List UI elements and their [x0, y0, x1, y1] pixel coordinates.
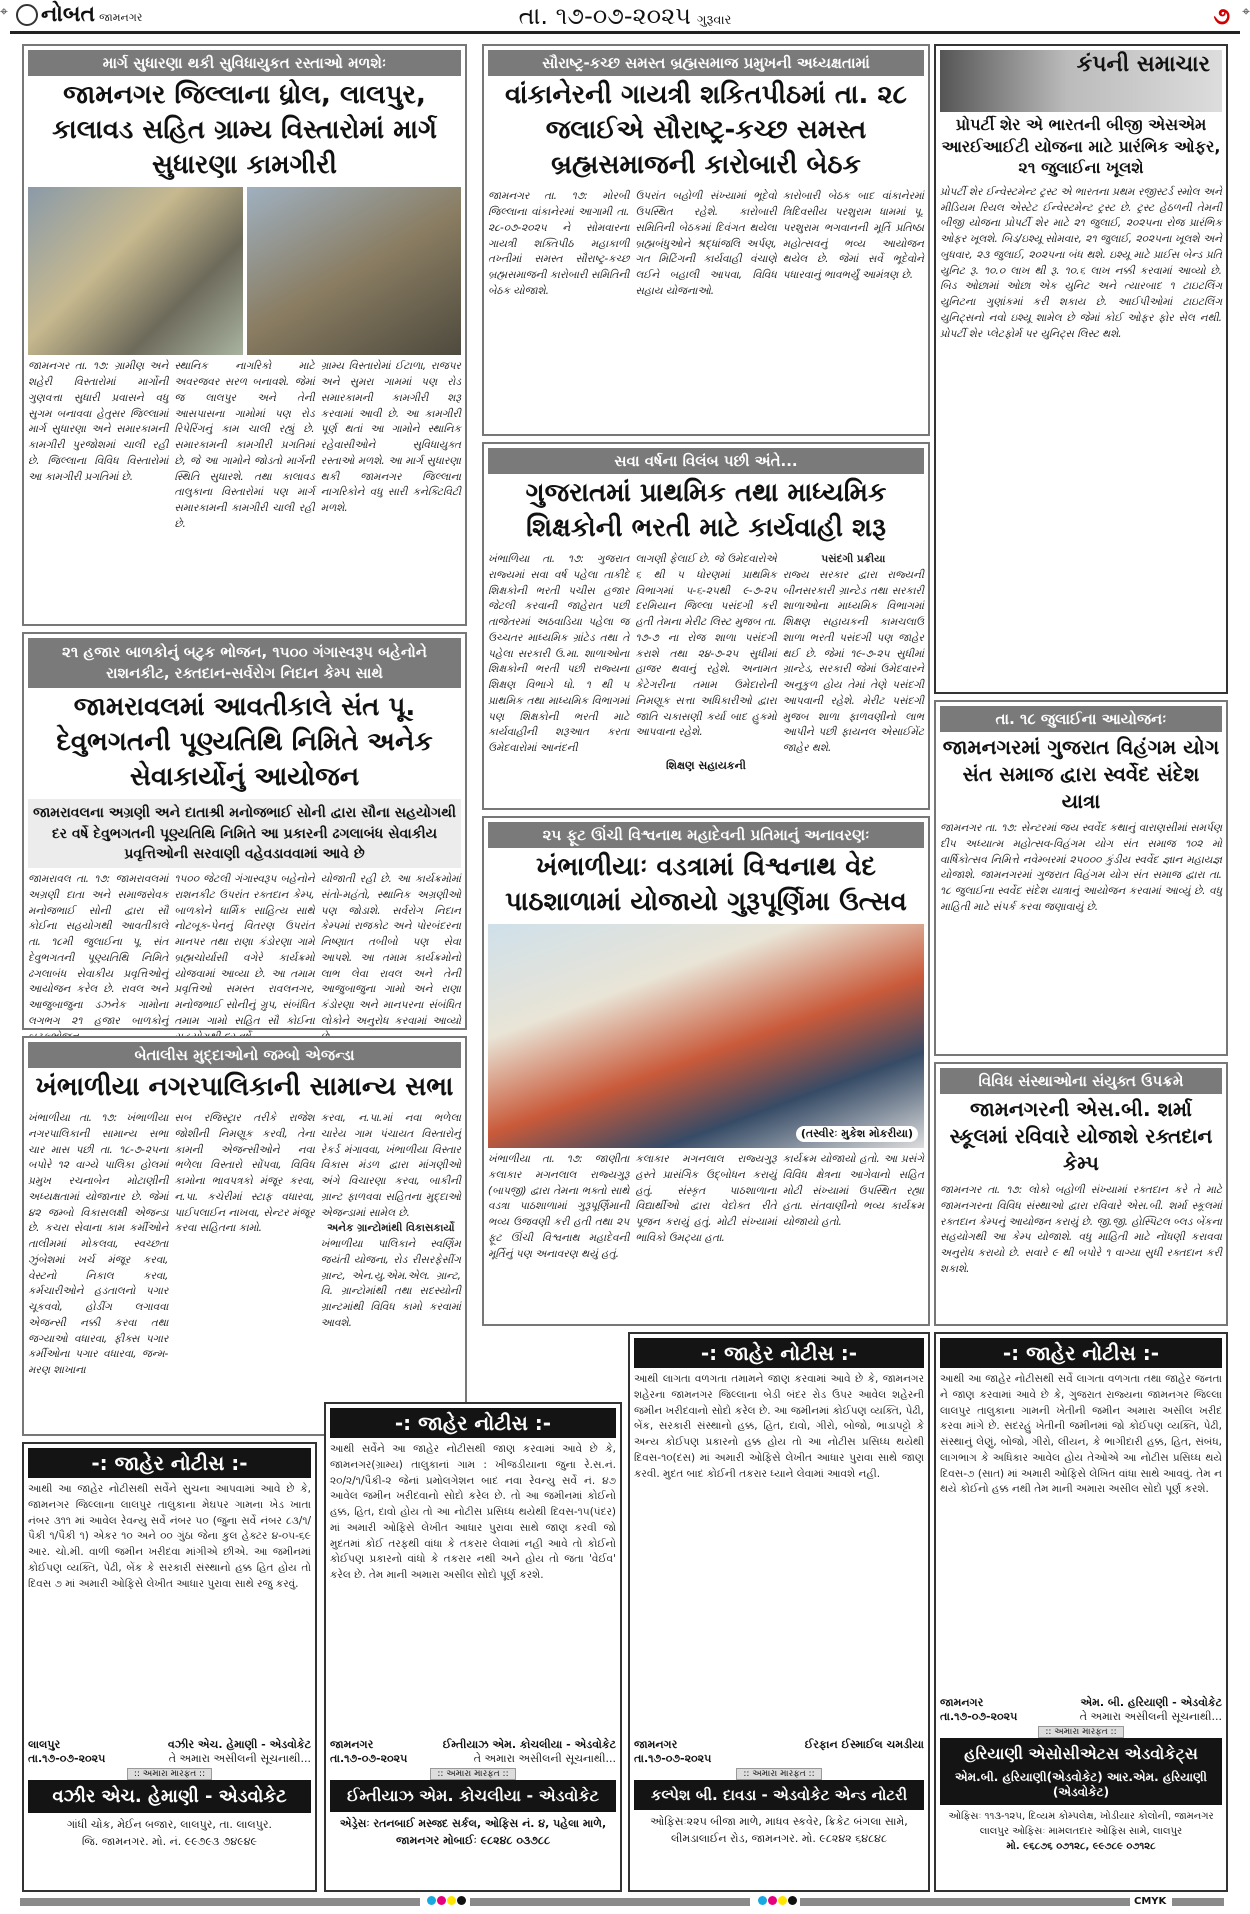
body-column: ખંભાળીયા તા. ૧૭: જાણીતા કલાકાર મગનલાલ રાજ્યગુરૂ (બાપજી) દ્વારા તેમના ભક્તો સાથે વડત્રા પાઠશાળામાં ગુરૂપૂર્ણિમાની ભવ્ય ઉજવણી કરી હતી તથા ૨૫ ફૂટ ઊંચી વિશ્વનાથ મહાદેવની મૂર્તિનું પણ અનાવરણ થયું હતું.	[488, 1153, 630, 1260]
body-column: ખંભાળીયા પાલિકાને સ્વર્ણિમ જયંતી યોજના, રોડ રીસરફેસીંગ ગ્રાન્ટ, એન.યુ.એમ.એલ. ગ્રાન્ટ, વિ. ગ્રાન્ટોમાંથી તથા સદસ્યોની ગ્રાન્ટમાંથી વિવિધ કામો કરવામાં આવશે.	[320, 1238, 461, 1329]
article-body: જામનગર તા. ૧૭: લોકો બહોળી સંખ્યામાં રક્તદાન કરે તે માટે જામનગરના વિવિધ સંસ્થાઓ દ્વારા રવિવારે એસ.બી. શર્મા સ્કૂલમાં રક્તદાન કેમ્પનું આયોજન કરાયું છે. જી.જી. હોસ્પિટલ બ્લડ બેંકના સહયોગથી આ કેમ્પ યોજાશે. વધુ માહિતી માટે નોંધણી કરાવવા અનુરોધ કરાયો છે. સવારે ૯ થી બપોરે ૧ વાગ્યા સુધી રક્તદાન કરી શકાશે.	[940, 1184, 1222, 1275]
color-registration-dots	[427, 1896, 466, 1905]
dateline	[10, 2, 1240, 30]
public-notice	[324, 1402, 622, 1892]
address-line: ગાંધી ચોક, મેઈન બજાર, લાલપુર, તા. લાલપુર.	[66, 1818, 273, 1831]
print-color-strip	[470, 1898, 750, 1906]
address-line: મો. ૯૬૮૭૬ ૦૭૧૨૮, ૯૯૭૮૯ ૦૭૧૨૮	[1006, 1841, 1156, 1852]
body-column: રાજ્ય સરકાર દ્વારા રાજ્યની બીનસરકારી ગ્રાન્ટેડ તથા સરકારી શાળાઓના માધ્યમિક વિભાગમાં શિક્ષણ સહાયકની કામચલાઉ શાળા ભરતી પસંદગી પણ જાહેર થઈ છે. જેમાં ૧૯-૭-૨૫ સુધીમાં ગ્રાન્ટેડ, સરકારી જેમાં ઉમેદવારને અનુકુળ હોય તેમાં તેણે પસંદગી આપવાની રહેશે. મેરીટ પસંદગી મુજબ શાળા ફાળવણીનો લાભ આપીને પછી ફાયનલ એસાઈમેંટ જાહેર થશે.	[782, 568, 924, 755]
kicker: માર્ગ સુધારણા થકી સુવિધાયુકત રસ્તાઓ મળશેઃ	[28, 50, 461, 76]
article-vihangam	[934, 700, 1228, 1056]
article-body	[488, 552, 924, 757]
black-dot	[788, 1896, 797, 1905]
issue-weekday: ગુરૂવાર	[696, 13, 732, 28]
yellow-dot	[447, 1896, 456, 1905]
notice-signer: વઝીર એચ. હેમાણી - એડવોકેટ	[167, 1738, 311, 1751]
subhead: શિક્ષણ સહાયકની	[666, 758, 746, 772]
notice-body: આથી આ જાહેર નોટીસથી સર્વે લાગતા વળગતા તથા જાહેર જનતા ને જાણ કરવામાં આવે છે કે, ગુજરાત રાજ્યના જામનગર જિલ્લા લાલપુર તાલુકાના ગામની ખેતીની જમીન અમારા અસીલ ખરીદ કરવા માંગે છે. સદરહું ખેતીની જમીનમાં જો કોઈપણ વ્યક્તિ, પેઢી, સંસ્થાનું લેણું, બોજો, ગીરો, લીયન, કે ભાગીદારી હક્ક, હિત, સંબંધ, લાગભાગ કે અધિકાર આવેલ હોય તેઓએ આ નોટીસ પ્રસિધ્ધ થયે દિવસ-૭ (સાત) માં અમારી ઓફિસે લેખિત વાંધા સાથે આવવું. તેમ ન થયે કોઈનો હક્ક નથી તેમ માની અમારા અસીલ સોદો પૂર્ણ કરશે.	[940, 1373, 1222, 1496]
body-column: કાર્યક્રમ યોજાયો હતો. આ પ્રસંગે વિવિધ ક્ષેત્રના આગેવાનો સહિત મોટી સંખ્યામાં ઉપસ્થિત રહ્યા હતા. સંતવાણીનો ભવ્ય કાર્યક્રમ યોજાયો હતો.	[782, 1153, 924, 1229]
public-notice	[628, 1332, 930, 1892]
road-workers-photo	[247, 187, 462, 355]
advocate-names: એમ.બી. હરિયાણી(એડવોકેટ) આર.એમ. હરિયાણી (એડવોકેટ)	[940, 1770, 1222, 1805]
article-body	[488, 1152, 924, 1262]
article-body: જામનગર તા. ૧૭: સેન્ટરમાં જય સ્વર્વેદ કથાનું વારાણસીમાં સમર્પણ દીપ અધ્યાત્મ મહોત્સવ-વિહંગમ યોગ સંત સમાજ ૧૦૨ મો વાર્ષિકોત્સવ નિમિત્તે નવેમ્બરમાં ૨૫૦૦૦ કુંડીય સ્વર્વેદ જ્ઞાન મહાયજ્ઞ યોજાશે. જામનગરમાં ગુજરાત વિહંગમ યોગ સંત સમાજ દ્વારા તા. ૧૮ જુલાઈના સ્વર્વેદ સંદેશ યાત્રાનું આયોજન કરવામાં આવ્યું છે. વધુ માહિતી માટે સંપર્ક કરવા જણાવાયું છે.	[940, 822, 1222, 913]
headline: વાંકાનેરની ગાયત્રી શકિતપીઠમાં તા. ૨૮ જલાઈએ સૌરાષ્ટ્ર-કચ્છ સમસ્ત બ્રહ્મસમાજની કારોબારી બેઠક	[505, 80, 907, 181]
registration-mark-icon: ⌖	[1242, 4, 1250, 20]
notice-signer: ઈમ્તીયાઝ એમ. કોચલીયા - એડવોકેટ	[442, 1738, 616, 1751]
article-municipality	[22, 1036, 467, 1436]
article-vankaner	[482, 44, 930, 436]
black-dot	[457, 1896, 466, 1905]
headline: ખંભાળીયા નગરપાલિકાની સામાન્ય સભા	[35, 1072, 454, 1102]
subheadline: જામરાવલના અગ્રણી અને દાતાશ્રી મનોજભાઈ સોની દ્વારા સૌના સહયોગથી દર વર્ષે દેવુભગતની પૂણ્યતિથિ નિમિતે આ પ્રકારની ઢગલાબંધ સેવાકીય પ્રવૃત્તિઓની સરવાણી વહેવડાવવામાં આવે છે	[28, 799, 461, 868]
body-column: લાગણી ફેલાઈ છે. જે ઉમેદવારોએ ૬ થી ૫ ધોરણમાં પ્રાથમિક વિભાગમાં ૫-૬-૨૫થી ૯-૭-૨૫ દરમિયાન જિલ્લા પસંદગી કરી હતી તેમના મેરીટ લિસ્ટ મુજબ તા. ૧૭-૭ ના રોજ શાળા પસંદગી કરાશે તથા ૨૪-૭-૨૫ સુધીમાં હાજર થવાનું રહેશે. અનામત કેટેગરીના તમામ ઉમેદારોની નિમણૂક સત્તા અધિકારીઓ દ્વારા જાતિ ચકાસણી કર્યા બાદ હુકમો આપવાના રહેશે.	[635, 553, 777, 739]
article-body	[488, 189, 924, 299]
body-column: જામનગર તા. ૧૭: મોરબી જિલ્લાના વાંકાનેરમાં આગામી તા. ૨૮-૦૭-૨૦૨૫ ને સોમવારના ગાયત્રી શક્તિપીઠ મહાકાળી તખ્તીમાં સમસ્ત સૌરાષ્ટ્ર-કચ્છ બ્રહ્મસમાજની કારોબારી સમિતિની બેઠક યોજાશે.	[488, 190, 630, 297]
notice-body: આથી લાગતા વળગતા તમામને જાણ કરવામાં આવે છે કે, જામનગર શહેરના જામનગર જિલ્લાના બેડી બંદર રોડ ઉપર આવેલ શહેરની જમીન ખરીદવાનો સોદો કરેલ છે. આ જમીનમાં કોઈપણ વ્યક્તિ, પેઢી, બેંક, સરકારી સંસ્થાનો હક્ક, હિત, દાવો, ગીરો, બોજો, ભાડાપટ્ટો કે અન્ય કોઈપણ પ્રકારનો હક્ક હોય તો આ નોટીસ પ્રસિધ્ધ થયેથી દિવસ-૧૦(દસ) માં અમારી ઓફિસે લેખીત આધાર પુરાવા સાથે જાણ કરવી. મુદત બાદ કોઈની તકરાર ધ્યાને લેવામાં આવશે નહી.	[634, 1373, 924, 1480]
kicker: સવા વર્ષના વિલંબ પછી અંતે...	[488, 448, 924, 474]
issue-date: તા. ૧૭-૦૭-૨૦૨૫	[518, 2, 691, 30]
print-color-strip	[20, 1898, 420, 1906]
color-registration-dots	[758, 1896, 797, 1905]
body-column: ૧૫૦૦ જેટલી ગંગાસ્વરૂપ બહેનોને રાશનકીટ ઉપરાંત રક્તદાન કેમ્પ, બાળકોને ધાર્મિક સાહિત્ય સાથે નોટબૂક-પેનનું વિતરણ ઉપરાંત માનપર તથા રાણા કંડોરણા ગામે બ્રહ્મચોર્યાસી વગેરે કાર્યક્રમો યોજવામાં આવ્યા છે. આ તમામ પ્રવૃત્તિઓ સમસ્ત રાવલનગર, મનોજભાઈ સોનીનું ગ્રુપ, સંબંધિત તમામ ગામો સહિત સૌ કોઈના	[174, 873, 315, 1027]
body-column: જામરાવલ તા. ૧૭: જામરાવલમાં અગ્રણી દાતા અને સમાજસેવક મનોજભાઈ સોની દ્વારા સૌ કોઈના સહયોગથી આવતીકાલે તા. ૧૮મી જુલાઈના પૂ. સંત દેવુભગતની પૂણ્યતિથિ નિમિતે ઢગલાબંધ સેવાકીય પ્રવૃત્તિઓનું આયોજન કરેલ છે. રાવલ અને આજુબાજુના ડઝનેક ગામોના લગભગ ૨૧ હજાર બાળકોનું	[28, 873, 169, 1027]
address-line: જામનગર મોબાઈઃ ૯૮૨૪૮ ૦૩૭૮૮	[395, 1833, 551, 1847]
kicker: બેતાલીસ મુદ્દાઓનો જમ્બો એજન્ડા	[28, 1042, 461, 1068]
notice-signature	[28, 1738, 311, 1766]
gurupurnima-group-photo	[488, 924, 924, 1148]
article-body: પ્રોપર્ટી શેર ઈન્વેસ્ટમેન્ટ ટ્રસ્ટ એ ભારતના પ્રથમ રજીસ્ટર્ડ સ્મોલ અને મીડિયમ રિયલ એસ્ટેટ ઈન્વેસ્ટમેન્ટ ટ્રસ્ટ છે. ટ્રસ્ટ હેઠળની તેમની બીજી યોજના પ્રોપર્ટી શેર માટે ૨૧ જુલાઈ, ૨૦૨૫ના રોજ પ્રારંભિક ઓફર ખૂલશે. બિડ/ઇશ્યૂ સોમવાર, ૨૧ જુલાઈ, ૨૦૨૫ના ખૂલશે અને બુધવાર, ૨૩ જુલાઈ, ૨૦૨૫ના બંધ થશે. ઇશ્યૂ માટે પ્રાઈસ બેન્ડ પ્રતિ યુનિટ રૂ. ૧૦.૦ લાખ થી રૂ. ૧૦.૬ લાખ નક્કી કરવામાં આવ્યો છે. બિડ ઓછામાં ઓછા એક યુનિટ અને ત્યારબાદ ૧ ટાઇટલિંગ યુનિટના ગુણાંકમાં કરી શકાય છે. આઈપીઓમાં ટાઇટલિંગ યુનિટ્સનો નવો ઇશ્યૂ શામેલ છે જેમાં કોઈ ઓફર ફોર સેલ નથી. પ્રોપર્ટી શેર પ્લેટફોર્મ પર યુનિટ્સ લિસ્ટ થશે.	[940, 185, 1222, 340]
kicker: ૨૧ હજાર બાળકોનું બટુક ભોજન, ૧૫૦૦ ગંગાસ્વરૂપ બહેનોને રાશનકીટ, રક્તદાન-સર્વરોગ નિદાન કેમ્પ સાથે	[28, 638, 461, 688]
notice-title: -: જાહેર નોટીસ :-	[28, 1448, 311, 1478]
cmyk-text: CMYK	[1134, 1896, 1167, 1907]
notice-title: -: જાહેર નોટીસ :-	[634, 1338, 924, 1368]
article-body	[28, 1111, 461, 1379]
notice-body: આથી સર્વેને આ જાહેર નોટીસથી જાણ કરવામાં આવે છે કે, જામનગર(ગ્રામ્ય) તાલુકાનાં ગામ : ખીજડીયાના જુના રે.સ.નં. ૨૦/૨/૧/પૈકી-૨ જેનાં પ્રમોલગેશન બાદ નવા રેવન્યુ સર્વે નં. ૪૭ આવેલ જમીન ખરીદવાનો સોદો કરેલ છે. તો આ જમીનમાં કોઈનો હક્ક, હિત, દાવો હોય તો આ નોટીસ પ્રસિધ્ધ થયેથી દિવસ-૧૫(પંદર) માં અમારી ઓફિસે લેખીત આધાર પુરાવા સાથે જાણ કરવી જો મુદતમાં કોઈ તરફથી વાંધા કે તકરાર લેવામાં નહી આવે તો કોઈનો કોઈપણ પ્રકારનો વાંધો કે તકરાર નથી અને હોય તો જતા 'વેઈવ' કરેલ છે. તેમ માની અમારા અસીલ સોદો પૂર્ણ કરશે.	[330, 1443, 616, 1581]
notice-date: તા.૧૭-૦૭-૨૦૨૫	[634, 1752, 712, 1765]
article-roads	[22, 44, 467, 626]
advocate-firm: ઈમ્તીયાઝ એમ. કોચલીયા - એડવોકેટ	[330, 1780, 616, 1812]
cmyk-label	[1134, 1896, 1166, 1907]
body-column: ઉપરાંત બહોળી સંખ્યામાં ભૂદેવો ઉપસ્થિત રહેશે. કારોબારી સમિતિની બેઠકમાં દિવંગત થયેલા બ્રહ્મબંધુઓને શ્રદ્ધાંજલિ અર્પણ, ગત મિટિંગની કાર્યવાહી વંચાણે લઈને બહાલી આપવા, વિવિધ સહાય યોજનાઓ.	[635, 190, 777, 297]
body-column: ખંભાળિયા તા. ૧૭: ગુજરાત રાજ્યમાં સવા વર્ષ પહેલા તાકીદે શિક્ષકોની ભરતી પચીસ હજાર જેટલી કરવાની જાહેરાત પછી તાજેતરમાં અઠવાડિયા પહેલા જ ઉચ્ચતર માધ્યમિક ગ્રાંટેડ તથા તે પહેલા સરકારી ઉ.મા. શાળાઓના શિક્ષકોની ભરતી પછી રાજ્યના શિક્ષણ વિભાગે ધો. ૧ થી ૫ પ્રાથમિક તથા માધ્યમિક વિભાગમાં પણ શિક્ષકોની ભરતી માટે કાર્યવાહીની શરૂઆત કરતા ઉમેદવારોમાં આનંદની	[488, 553, 630, 755]
body-column: ગ્રામ્ય વિસ્તારોમાં ઈટાળા, રાજપર અને સુમરા ગામમાં પણ રોડ સમારકામની કામગીરી શરૂ કરવામાં આવી છે. આ કામગીરી પૂર્ણ થતાં આ ગામોને સ્થાનિક રહેવાસીઓને સુવિધાયુક્ત રસ્તાઓ મળશે. આ માર્ગ સુધારણા થકી જામનગર જિલ્લાના નાગરિકોને વધુ સારી કનેક્ટિવિટી મળશે.	[320, 360, 461, 515]
company-news-banner	[940, 50, 1222, 112]
notice-signature	[940, 1696, 1222, 1724]
print-color-strip	[1172, 1898, 1224, 1906]
via-label: :: અમારા મારફત ::	[127, 1768, 212, 1780]
signer-note: તે અમારા અસીલની સૂચનાથી...	[473, 1752, 616, 1765]
kicker: તા. ૧૮ જુલાઈના આયોજનઃ	[940, 706, 1222, 732]
magenta-dot	[437, 1896, 446, 1905]
advocate-firm: કલ્પેશ બી. દાવડા - એડવોકેટ એન્ડ નોટરી	[634, 1780, 924, 1810]
body-column: કારોબારી બેઠક બાદ વાંકાનેરમાં ત્રિદિવસીય પરશુરામ ધામમાં પૂ. પરશુરામ ભગવાનની મૂર્તિ પ્રતિષ્ઠા મહોત્સવનું ભવ્ય આયોજન થયેલ છે. જેમાં સર્વે ભૂદેવોને પધારવાનું ભાવભર્યું આમંત્રણ છે.	[782, 190, 924, 282]
body-column: કલાકાર મગનલાલ રાજ્યગુરૂ હસ્તે પ્રાસંગિક ઉદ્બોધન કરાયું હતું. સંસ્કૃત પાઠશાળાના વિદ્યાર્થીઓ દ્વારા વેદોક્ત રીતે પૂજન કરાયું હતું. મોટી સંખ્યામાં ભાવિકો ઉમટ્યા હતા.	[635, 1153, 777, 1244]
article-body	[28, 872, 461, 1045]
address-line: લાલપુર ઓફિસઃ મામલતદાર ઓફિસ સામે, લાલપુર	[979, 1826, 1183, 1837]
notice-place: જામનગર	[330, 1738, 374, 1751]
cyan-dot	[427, 1896, 436, 1905]
address-line: એડ્રેસઃ રતનબાઈ મસ્જદ સર્કલ, ઓફિસ નં. ૪, પહેલા માળે,	[339, 1817, 607, 1830]
masthead	[10, 0, 1240, 34]
notice-date: તા.૧૭-૦૭-૨૦૨૫	[330, 1752, 408, 1765]
notice-signature	[330, 1738, 616, 1766]
subhead: અનેક ગ્રાન્ટોમાંથી વિકાસકાર્યો	[327, 1222, 455, 1235]
advocate-firm: વઝીર એચ. હેમાણી - એડવોકેટ	[28, 1780, 311, 1813]
address-line: લીમડાલાઈન રોડ, જામનગર. મો. ૯૮૨૪૨ ૬૪૮૪૮	[670, 1831, 888, 1845]
body-column: યોજાતી રહી છે. આ કાર્યક્રમોમાં સંતો-મહંતો, સ્થાનિક અગ્રણીઓ પણ જોડાશે. સર્વરોગ નિદાન કેમ્પમાં રાજકોટ અને પોરબંદરના નિષ્ણાત તબીબો પણ સેવા આપશે. આ તમામ કાર્યક્રમોનો લાભ લેવા રાવલ અને તેની આજુબાજુના ગામો અને રાણા કંડોરણા અને માનપરના સંબંધિત લોકોને અનુરોધ કરવામાં આવ્યો	[320, 873, 461, 1027]
notice-place: લાલપુર	[28, 1738, 61, 1751]
body-column: કરવા, ન.પા.માં નવા ભળેલા ચારેય ગામ પંચાયત વિસ્તારોનું રેકર્ડ મંગાવવા, ખંભાળીયા વિસ્તાર વિકાસ મંડળ દ્વારા માંગણીઓ અંગે વિચારણા કરવા, બાકીની ગ્રાન્ટ ફાળવવા સહિતના મુદ્દાઓ એજન્ડામાં સામેલ છે.	[320, 1112, 461, 1219]
notice-place: જામનગર	[940, 1696, 984, 1709]
article-jamraval	[22, 632, 467, 1030]
signer-note: તે અમારા અસીલની સૂચનાથી...	[168, 1752, 311, 1765]
subhead: પસંદગી પ્રક્રીયા	[821, 553, 886, 566]
article-body	[28, 359, 461, 532]
registration-mark-icon: ⌖	[0, 4, 8, 20]
body-column: સબ રજિસ્ટ્રાર તરીકે રાજેશ જોશીની નિમણૂક કરવી, તેના કામની એજન્સીઓને નવા ભળેલા વિસ્તારો સોંપવા, વિવિધ કામોના ભાવપત્રકો મંજૂર કરવા, ન.પા. કચેરીમાં સ્ટાફ વધારવા, પાઈપલાઈન નાખવા, સેન્ટર મંજૂર કરવા સહિતના કામો.	[174, 1112, 315, 1235]
headline: જામનગર જિલ્લાના ધ્રોલ, લાલપુર, કાલાવડ સહિત ગ્રામ્ય વિસ્તારોમાં માર્ગ સુધારણા કામગીરી	[52, 80, 437, 181]
cyan-dot	[758, 1896, 767, 1905]
kicker: વિવિધ સંસ્થાઓના સંયુક્ત ઉપક્રમે	[940, 1068, 1222, 1094]
headline: જામનગરમાં ગુજરાત વિહંગમ યોગ સંત સમાજ દ્વારા સ્વર્વેદ સંદેશ યાત્રા	[942, 735, 1220, 813]
public-notice	[22, 1442, 317, 1892]
address-line: ઓફિસઃ ૧૧૩-૧૨૫, દિવ્યમ કોમ્પલેક્ષ, ખોડીયાર કોલોની, જામનગર	[948, 1811, 1214, 1822]
notice-title: -: જાહેર નોટીસ :-	[940, 1338, 1222, 1368]
notice-title: -: જાહેર નોટીસ :-	[330, 1408, 616, 1438]
headline: ગુજરાતમાં પ્રાથમિક તથા માધ્યમિક શિક્ષકોની ભરતી માટે કાર્યવાહી શરૂ	[525, 478, 887, 544]
notice-date: તા.૧૭-૦૭-૨૦૨૫	[940, 1710, 1018, 1723]
body-column: સ્થાનિક નાગરિકો માટે અવરજવર સરળ બનાવશે. જેમાં જ લાલપુર અને તેની આસપાસના ગામોમાં પણ રોડ રિપેરિંગનું કામ ચાલી રહ્યું છે. સમારકામની કામગીરી પ્રગતિમાં છે, જે આ ગામોને જોડતો માર્ગની સ્થિતિ સુધારશે. તથા કાલાવડ તાલુકાના વિસ્તારોમાં પણ માર્ગ સમારકામની કામગીરી ચાલી રહી છે.	[174, 360, 315, 530]
article-teachers	[482, 442, 930, 810]
via-label: :: અમારા મારફત ::	[430, 1768, 515, 1780]
headline: જામરાવલમાં આવતીકાલે સંત પૂ. દેવુભગતની પૂણ્યતિથિ નિમિતે અનેક સેવાકાર્યોનું આયોજન	[56, 692, 433, 793]
address-line: જિ. જામનગર. મો. નં. ૯૯૭૯૩ ૭૪૯૪૯	[81, 1834, 258, 1848]
page-number: ૭	[1213, 2, 1230, 30]
headline: પ્રોપર્ટી શેર એ ભારતની બીજી એસએમ આરઈઆઈટી યોજના માટે પ્રારંભિક ઓફર, ૨૧ જુલાઈના ખૂલશે	[941, 115, 1221, 178]
via-label: :: અમારા મારફત ::	[1038, 1726, 1123, 1738]
body-column: ખંભાળીયા તા. ૧૭: ખંભાળીયા નગરપાલિકાની સામાન્ય સભા ચાર માસ પછી તા. ૧૮-૭-૨૫ના બપોરે ૧૨ વાગ્યે પાલિકા હોલમાં પ્રમુખ રચનાબેન મોટાણીની અધ્યક્ષતામાં યોજાનાર છે. જેમાં ૪૨ જમ્બો વિકાસલક્ષી એજન્ડા છે. કચરા સેવાના કામ કર્મીઓને તાલીમમાં મોકલવા, સ્વચ્છતા ઝુંબેશમાં ખર્ચ મંજૂર કરવા, વેસ્ટનો નિકાલ કરવા, કર્મચારીઓને હડતાલનો પગાર ચૂકવવો, હોડીંગ લગાવવા એજન્સી નક્કી કરવા તથા જગ્યાઓ વધારવા, ફીક્સ પગાર કર્મીઓના પગાર વધારવા, જન્મ-મરણ શાખાના	[28, 1112, 169, 1377]
yellow-dot	[778, 1896, 787, 1905]
banner-title: કંપની સમાચાર	[1076, 52, 1210, 77]
signer-note: તે અમારા અસીલની સૂચનાથી...	[1079, 1710, 1222, 1723]
road-roller-photo	[28, 187, 243, 355]
notice-place: જામનગર	[634, 1738, 678, 1751]
logo-city: જામનગર	[99, 11, 143, 24]
notice-body: આથી આ જાહેર નોટીસથી સર્વેને સુચના આપવામાં આવે છે કે, જામનગર જિલ્લાના લાલપુર તાલુકાના મેઘપર ગામના ખેડ ખાતા નંબર ૩૧૧ માં આવેલ રેવન્યુ સર્વે નંબર ૫૦ (જુના સર્વે નંબર ૮૩/૧/પૈકી ૧/પૈકી ૧) એકર ૧૦ અને ૦૦ ગુંઠા જેના કુલ હેક્ટર ૪-૦૫-૬૯ આર. ચો.મી. વાળી જમીન ખરીદવા માંગીએ છીએ. આ જમીનમાં કોઈપણ વ્યક્તિ, પેઢી, બેંક કે સરકારી સંસ્થાનો હક્ક હિત હોય તો દિવસ ૭ માં અમારી ઓફિસે લેખીત આધાર પુરાવા સાથે રજુ કરવું.	[28, 1483, 311, 1590]
headline: ખંભાળીયાઃ વડત્રામાં વિશ્વનાથ વેદ પાઠશાળામાં યોજાયો ગુરૂપૂર્ણિમા ઉત્સવ	[505, 852, 907, 918]
article-vedic-school	[482, 816, 930, 1326]
logo-text: નોબત	[41, 2, 96, 27]
body-column: જામનગર તા. ૧૭: ગ્રામીણ અને શહેરી વિસ્તારોમાં માર્ગોની ગુણવત્તા સુધારી પ્રવાસને વધુ સુગમ બનાવવા હેતુસર જિલ્લામાં માર્ગ સુધારણા અને સમારકામની કામગીરી પુરજોશમાં ચાલી રહી છે. જિલ્લાના વિવિધ વિસ્તારોમાં આ કામગીરી પ્રગતિમાં છે.	[28, 360, 169, 483]
notice-signer: એમ. બી. હરિયાણી - એડવોકેટ	[1080, 1696, 1222, 1709]
print-color-strip	[800, 1898, 1130, 1906]
via-label: :: અમારા મારફત ::	[736, 1768, 821, 1780]
headline: જામનગરની એસ.બી. શર્મા સ્કૂલમાં રવિવારે યોજાશે રક્તદાન કેમ્પ	[949, 1097, 1213, 1175]
public-notice	[934, 1332, 1228, 1892]
article-company-news	[934, 44, 1228, 694]
kicker: સૌરાષ્ટ્ર-કચ્છ સમસ્ત બ્રહ્મસમાજ પ્રમુખની અધ્યક્ષતામાં	[488, 50, 924, 76]
advocate-firm: હરિયાણી એસોસીએટસ એડવોકેટ્સ	[940, 1738, 1222, 1770]
article-blood-camp	[934, 1062, 1228, 1326]
notice-signature	[634, 1738, 924, 1766]
notice-signer: ઈરફાન ઈસ્માઈલ ચમડીયા	[804, 1738, 924, 1751]
notice-date: તા.૧૭-૦૭-૨૦૨૫	[28, 1752, 106, 1765]
kicker: ૨૫ ફૂટ ઊંચી વિશ્વનાથ મહાદેવની પ્રતિમાનું અનાવરણઃ	[488, 822, 924, 848]
magenta-dot	[768, 1896, 777, 1905]
address-line: ઓફિસઃ૨૨૫ બીજા માળે, માધવ સ્કવેર, ક્રિકેટ બંગલા સામે,	[650, 1815, 908, 1828]
photo-credit: (તસ્વીરઃ મુકેશ મોકરીયા)	[796, 1126, 918, 1142]
